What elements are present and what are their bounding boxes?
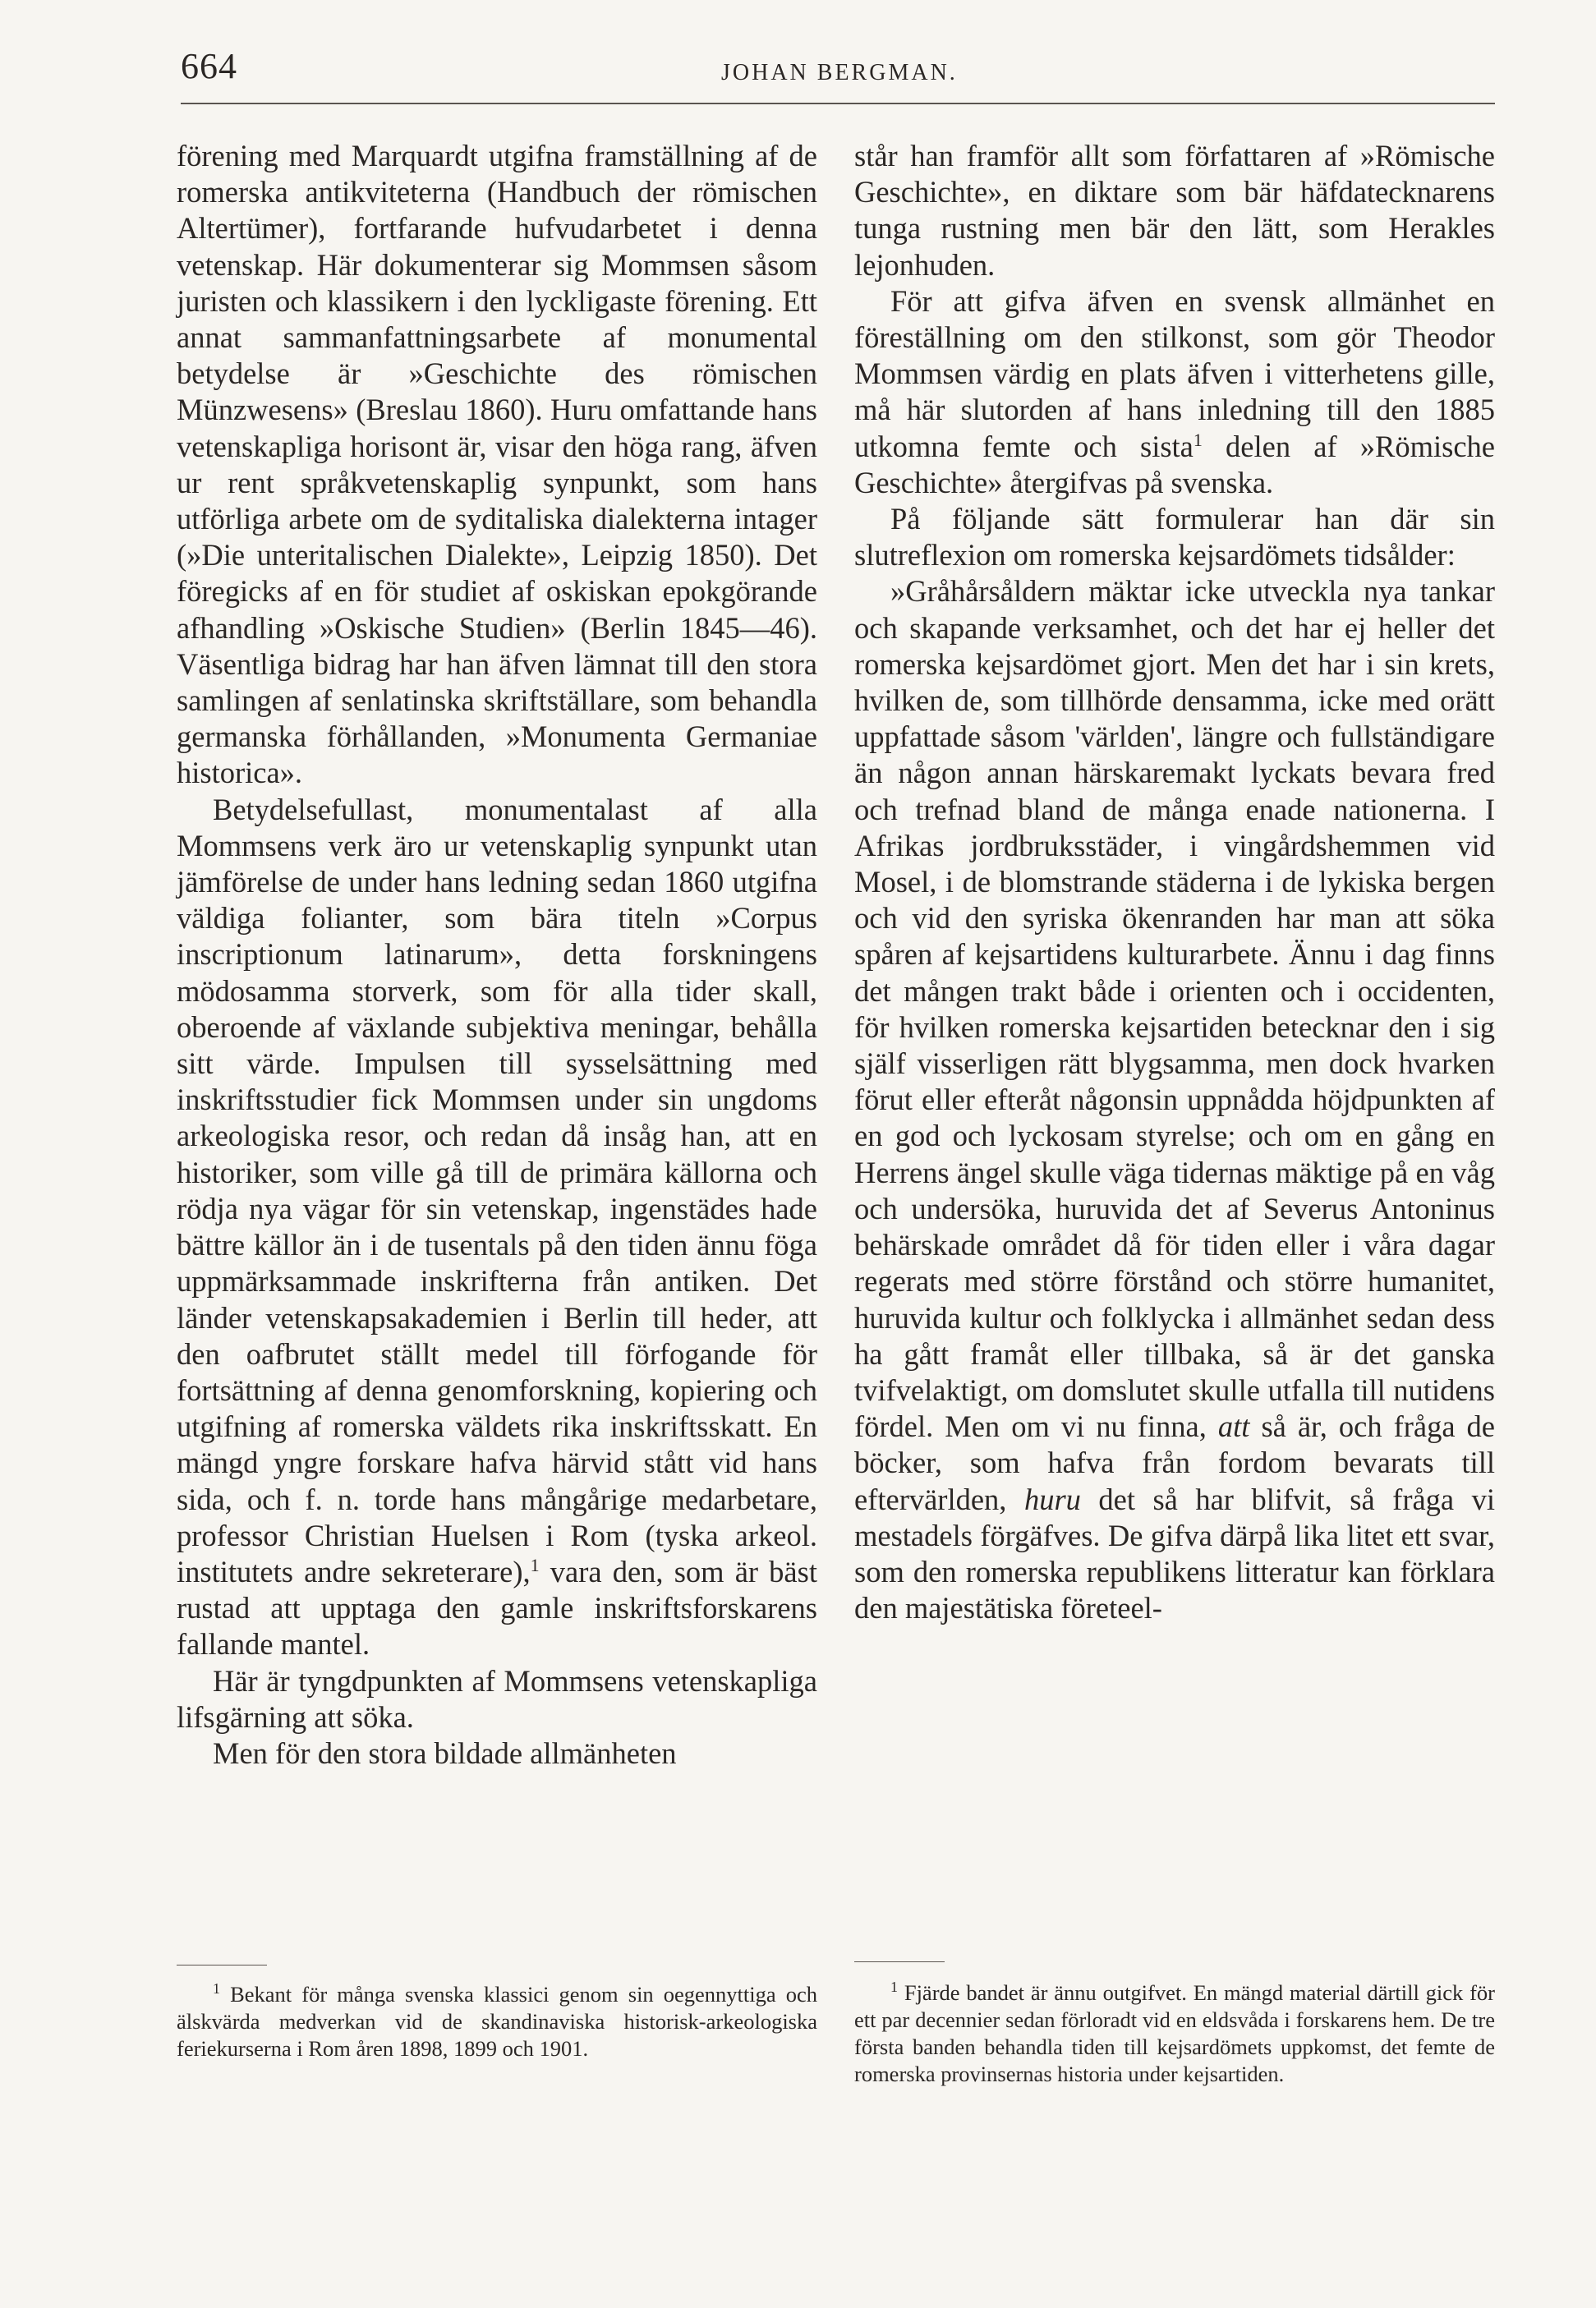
running-head: JOHAN BERGMAN. <box>721 60 958 85</box>
right-column <box>854 138 1495 1626</box>
paragraph: Betydelsefullast, monumentalast af alla Mommsens verk äro ur vetenskaplig synpunkt utan jämförelse de under hans ledning sedan 1860 utgifna väldiga folianter, som bära titeln »Corpus inscriptionum latinarum», detta forskningens mödosamma storverk, som för alla tider skall, oberoende af växlande subjektiva meningar, behålla sitt värde. Impulsen till sysselsättning med inskriftsstudier fick Mommsen under sin ungdoms arkeologiska resor, och redan då insåg han, att en historiker, som ville gå till de primära källorna och rödja nya vägar för sin vetenskap, ingenstädes hade bättre källor än i de tusentals på den tiden ännu föga uppmärksammade inskrifterna från antiken. Det länder vetenskapsakademien i Berlin till heder, att den oafbrutet ställt medel till förfogande för fortsättning af denna genomforskning, kopiering och utgifning af romerska väldets rika inskriftsskatt. En mängd yngre forskare hafva härvid stått vid hans sida, och f. n. torde hans mångårige medarbetare, professor Christian Huelsen i Rom (tyska arkeol. institutets andre sekreterare),$^1$ vara den, som är bäst rustad att upptaga den gamle inskriftsforskarens fallande mantel. <box>177 792 817 1662</box>
paragraph: På följande sätt formulerar han där sin slutreflexion om romerska kejsardömets tidsålder: <box>854 502 1495 572</box>
paragraph: förening med Marquardt utgifna framställning af de romerska antikviteterna (Handbuch der römischen Altertümer), fortfarande hufvudarbetet i denna vetenskap. Här dokumenterar sig Mommsen såsom juristen och klassikern i den lyckligaste förening. Ett annat sammanfattningsarbete af monumental betydelse är »Geschichte des römischen Münzwesens» (Breslau 1860). Huru omfattande hans vetenskapliga horisont är, visar den höga rang, äfven ur rent språkvetenskaplig synpunkt, som hans utförliga arbete om de syditaliska dialekterna intager (»Die unteritalischen Dialekte», Leipzig 1850). Det föregicks af en för studiet af oskiskan epokgörande afhandling »Oskische Studien» (Berlin 1845—46). Väsentliga bidrag har han äfven lämnat till den stora samlingen af senlatinska skriftställare, som behandla germanska förhållanden, »Monumenta Germaniae historica». <box>177 139 817 790</box>
page-header <box>181 45 1495 103</box>
left-column <box>177 138 817 1772</box>
paragraph: Här är tyngdpunkten af Mommsens vetenskapliga lifsgärning att söka. <box>177 1663 817 1734</box>
page-number: 664 <box>181 46 237 86</box>
footnote-right: $^1$ Fjärde bandet är ännu outgifvet. En mängd material därtill gick för ett par decennier sedan förloradt vid en eldsvåda i forskarens hem. De tre första banden behandla tiden till kejsardömets uppkomst, det femte de romerska provinsernas historia under kejsartiden. <box>854 1979 1495 2086</box>
quotation: »Gråhårsåldern mäktar icke utveckla nya tankar och skapande verksamhet, och det har ej heller det romerska kejsardömet gjort. Men det har i sin krets, hvilken de, som tillhörde densamma, icke med orätt uppfattade såsom 'världen', längre och fullständigare än någon annan härskaremakt lyckats bevara fred och trefnad bland de många enade nationerna. I Afrikas jordbruksstäder, i vingårdshemmen vid Mosel, i de blomstrande städerna i de lykiska bergen och vid den syriska ökenranden har man att söka spåren af kejsartidens kulturarbete. Ännu i dag finns det mången trakt både i orienten och i occidenten, för hvilken romerska kejsartiden betecknar den i sig själf visserligen rätt blygsamma, men dock hvarken förut eller efteråt någonsin uppnådda höjdpunkten af en god och lyckosam styrelse; och om en gång en Herrens ängel skulle väga tidernas mäktige på en våg och undersöka, huruvida det af Severus Antoninus behärskade området då för tiden eller i våra dagar regerats med större förstånd och större humanitet, huruvida kultur och folklycka i allmänhet sedan dess ha gått framåt eller tillbaka, så är det ganska tvifvelaktigt, om domslutet skulle utfalla till nutidens fördel. Men om vi nu finna, att så är, och fråga de böcker, som hafva från fordom bevarats till eftervärlden, huru det så har blifvit, så fråga vi mestadels förgäfves. De gifva därpå lika litet ett svar, som den romerska republikens litteratur kan förklara den majestätiska företeel- <box>854 574 1496 1625</box>
paragraph: Men för den stora bildade allmänheten <box>213 1736 677 1770</box>
header-rule <box>181 103 1495 104</box>
paragraph: För att gifva äfven en svensk allmänhet en föreställning om den stilkonst, som gör Theodor Mommsen värdig en plats äfven i vitterhetens gille, må här slutorden af hans inledning till den 1885 utkomna femte och sista$^1$ delen af »Römische Geschichte» återgifvas på svenska. <box>854 283 1495 499</box>
footnote-rule <box>854 1961 945 1962</box>
paragraph: står han framför allt som författaren af »Römische Geschichte», en diktare som bär häfdatecknarens tunga rustning men bär den lätt, som Herakles lejonhuden. <box>854 139 1495 282</box>
footnote-left: $^1$ Bekant för många svenska klassici genom sin oegennyttiga och älskvärda medverkan vid de skandinaviska historisk-arkeologiska feriekurserna i Rom åren 1898, 1899 och 1901. <box>177 1980 817 2061</box>
